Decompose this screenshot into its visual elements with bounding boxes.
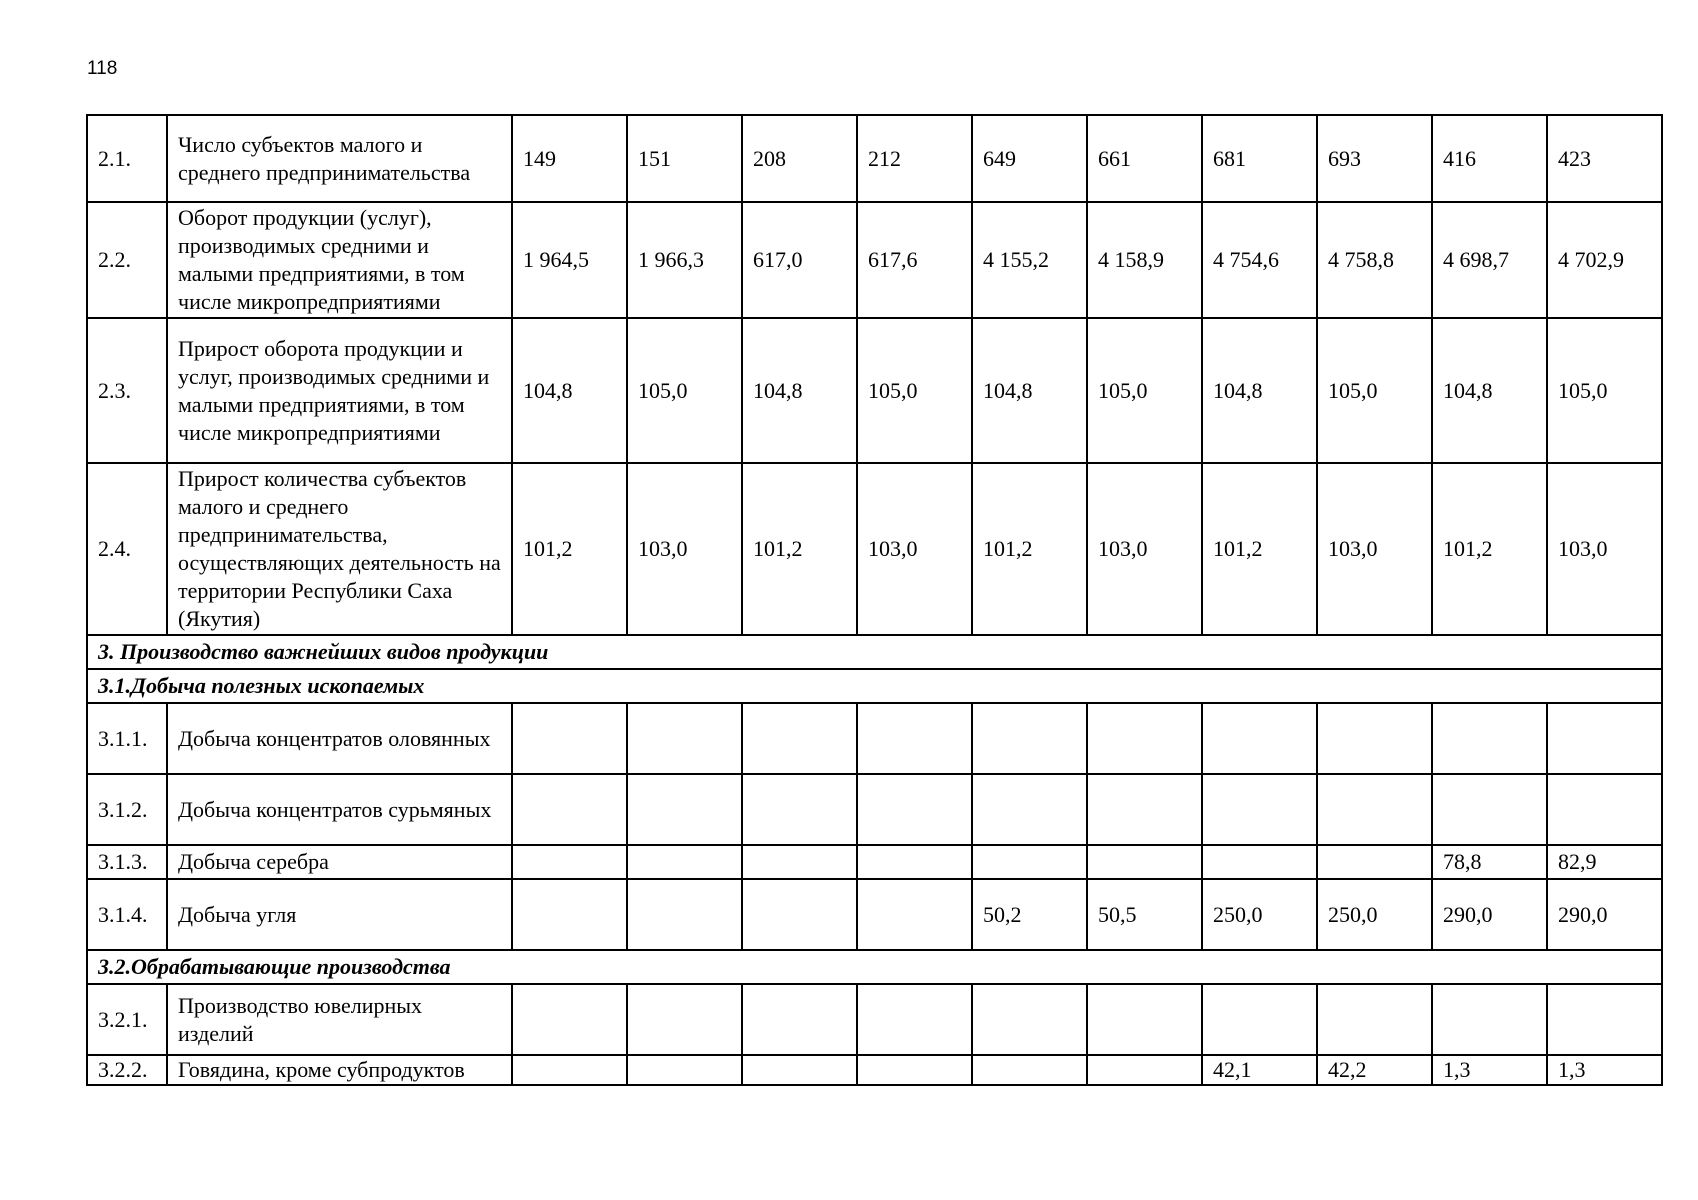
value-cell (512, 879, 627, 950)
value-cell (1547, 984, 1662, 1055)
value-cell (512, 774, 627, 845)
table-row (87, 984, 1662, 1055)
value-cell: 104,8 (1202, 318, 1317, 463)
value-cell (627, 1055, 742, 1085)
value-cell (1432, 984, 1547, 1055)
table-body (87, 115, 1662, 1085)
value-cell: 50,2 (972, 879, 1087, 950)
value-cell (1087, 703, 1202, 774)
value-cell (1317, 845, 1432, 879)
indicator-name: Добыча серебра (167, 845, 512, 879)
table-row (87, 115, 1662, 202)
row-number: 3.1.1. (87, 703, 167, 774)
value-cell: 617,0 (742, 202, 857, 318)
value-cell: 208 (742, 115, 857, 202)
value-cell: 104,8 (742, 318, 857, 463)
value-cell (742, 703, 857, 774)
indicator-name: Число субъектов малого и среднего предпринимательства (167, 115, 512, 202)
value-cell (972, 774, 1087, 845)
page-number: 118 (87, 58, 118, 79)
table-row (87, 774, 1662, 845)
row-number: 3.1.2. (87, 774, 167, 845)
value-cell (1087, 1055, 1202, 1085)
value-cell (1432, 774, 1547, 845)
value-cell: 290,0 (1547, 879, 1662, 950)
value-cell: 101,2 (512, 463, 627, 635)
value-cell (1202, 845, 1317, 879)
value-cell (1317, 703, 1432, 774)
table-row (87, 463, 1662, 635)
table-row (87, 845, 1662, 879)
value-cell: 104,8 (972, 318, 1087, 463)
value-cell (742, 879, 857, 950)
value-cell: 101,2 (1202, 463, 1317, 635)
table-row (87, 703, 1662, 774)
value-cell: 105,0 (857, 318, 972, 463)
value-cell: 250,0 (1202, 879, 1317, 950)
value-cell (1202, 703, 1317, 774)
section-title: 3. Производство важнейших видов продукции (87, 635, 1662, 669)
value-cell (742, 845, 857, 879)
value-cell: 104,8 (512, 318, 627, 463)
value-cell (512, 984, 627, 1055)
value-cell: 103,0 (1547, 463, 1662, 635)
value-cell: 105,0 (1317, 318, 1432, 463)
section-row (87, 950, 1662, 984)
value-cell (627, 845, 742, 879)
value-cell: 103,0 (1087, 463, 1202, 635)
value-cell (742, 774, 857, 845)
value-cell (512, 703, 627, 774)
value-cell: 101,2 (972, 463, 1087, 635)
value-cell (1317, 774, 1432, 845)
value-cell (1317, 984, 1432, 1055)
value-cell: 103,0 (627, 463, 742, 635)
value-cell (857, 879, 972, 950)
value-cell (857, 1055, 972, 1085)
value-cell: 423 (1547, 115, 1662, 202)
value-cell: 78,8 (1432, 845, 1547, 879)
row-number: 2.2. (87, 202, 167, 318)
value-cell: 250,0 (1317, 879, 1432, 950)
value-cell: 4 158,9 (1087, 202, 1202, 318)
value-cell (972, 703, 1087, 774)
section-title: 3.1.Добыча полезных ископаемых (87, 669, 1662, 703)
section-title: 3.2.Обрабатывающие производства (87, 950, 1662, 984)
value-cell: 101,2 (1432, 463, 1547, 635)
value-cell: 104,8 (1432, 318, 1547, 463)
value-cell: 4 758,8 (1317, 202, 1432, 318)
indicator-name: Говядина, кроме субпродуктов (167, 1055, 512, 1085)
value-cell (857, 845, 972, 879)
value-cell (1087, 984, 1202, 1055)
row-number: 3.2.1. (87, 984, 167, 1055)
value-cell: 103,0 (1317, 463, 1432, 635)
indicator-name: Добыча угля (167, 879, 512, 950)
value-cell (972, 984, 1087, 1055)
value-cell (512, 1055, 627, 1085)
value-cell: 649 (972, 115, 1087, 202)
indicator-name: Добыча концентратов сурьмяных (167, 774, 512, 845)
value-cell: 82,9 (1547, 845, 1662, 879)
value-cell (627, 703, 742, 774)
section-row (87, 669, 1662, 703)
value-cell: 416 (1432, 115, 1547, 202)
value-cell: 681 (1202, 115, 1317, 202)
value-cell: 1 966,3 (627, 202, 742, 318)
indicators-table (86, 114, 1663, 1086)
row-number: 2.4. (87, 463, 167, 635)
row-number: 3.2.2. (87, 1055, 167, 1085)
indicator-name: Оборот продукции (услуг), производимых средними и малыми предприятиями, в том числе микропредприятиями (167, 202, 512, 318)
value-cell: 103,0 (857, 463, 972, 635)
table-row (87, 318, 1662, 463)
indicator-name: Производство ювелирных изделий (167, 984, 512, 1055)
value-cell: 50,5 (1087, 879, 1202, 950)
value-cell (1202, 984, 1317, 1055)
value-cell: 4 155,2 (972, 202, 1087, 318)
value-cell (857, 774, 972, 845)
value-cell: 1,3 (1547, 1055, 1662, 1085)
value-cell (1432, 703, 1547, 774)
value-cell: 4 698,7 (1432, 202, 1547, 318)
value-cell: 101,2 (742, 463, 857, 635)
value-cell: 4 702,9 (1547, 202, 1662, 318)
value-cell: 1 964,5 (512, 202, 627, 318)
value-cell (1087, 845, 1202, 879)
value-cell: 617,6 (857, 202, 972, 318)
value-cell: 42,2 (1317, 1055, 1432, 1085)
value-cell: 661 (1087, 115, 1202, 202)
indicator-name: Прирост количества субъектов малого и среднего предпринимательства, осуществляющих деятельность на территории Республики Саха (Якутия) (167, 463, 512, 635)
value-cell: 105,0 (627, 318, 742, 463)
indicator-name: Добыча концентратов оловянных (167, 703, 512, 774)
value-cell (857, 703, 972, 774)
value-cell (742, 1055, 857, 1085)
value-cell: 1,3 (1432, 1055, 1547, 1085)
value-cell (627, 774, 742, 845)
value-cell (1202, 774, 1317, 845)
value-cell: 290,0 (1432, 879, 1547, 950)
value-cell: 105,0 (1547, 318, 1662, 463)
section-row (87, 635, 1662, 669)
row-number: 3.1.3. (87, 845, 167, 879)
value-cell (1547, 774, 1662, 845)
value-cell (972, 1055, 1087, 1085)
table-row (87, 879, 1662, 950)
value-cell: 693 (1317, 115, 1432, 202)
value-cell (742, 984, 857, 1055)
value-cell (627, 879, 742, 950)
value-cell: 42,1 (1202, 1055, 1317, 1085)
value-cell (512, 845, 627, 879)
row-number: 2.3. (87, 318, 167, 463)
value-cell (972, 845, 1087, 879)
value-cell (857, 984, 972, 1055)
value-cell: 4 754,6 (1202, 202, 1317, 318)
table-row (87, 202, 1662, 318)
row-number: 2.1. (87, 115, 167, 202)
indicator-name: Прирост оборота продукции и услуг, производимых средними и малыми предприятиями, в том числе микропредприятиями (167, 318, 512, 463)
value-cell: 212 (857, 115, 972, 202)
row-number: 3.1.4. (87, 879, 167, 950)
table-row (87, 1055, 1662, 1085)
value-cell (627, 984, 742, 1055)
value-cell (1547, 703, 1662, 774)
value-cell: 105,0 (1087, 318, 1202, 463)
value-cell: 151 (627, 115, 742, 202)
value-cell (1087, 774, 1202, 845)
value-cell: 149 (512, 115, 627, 202)
